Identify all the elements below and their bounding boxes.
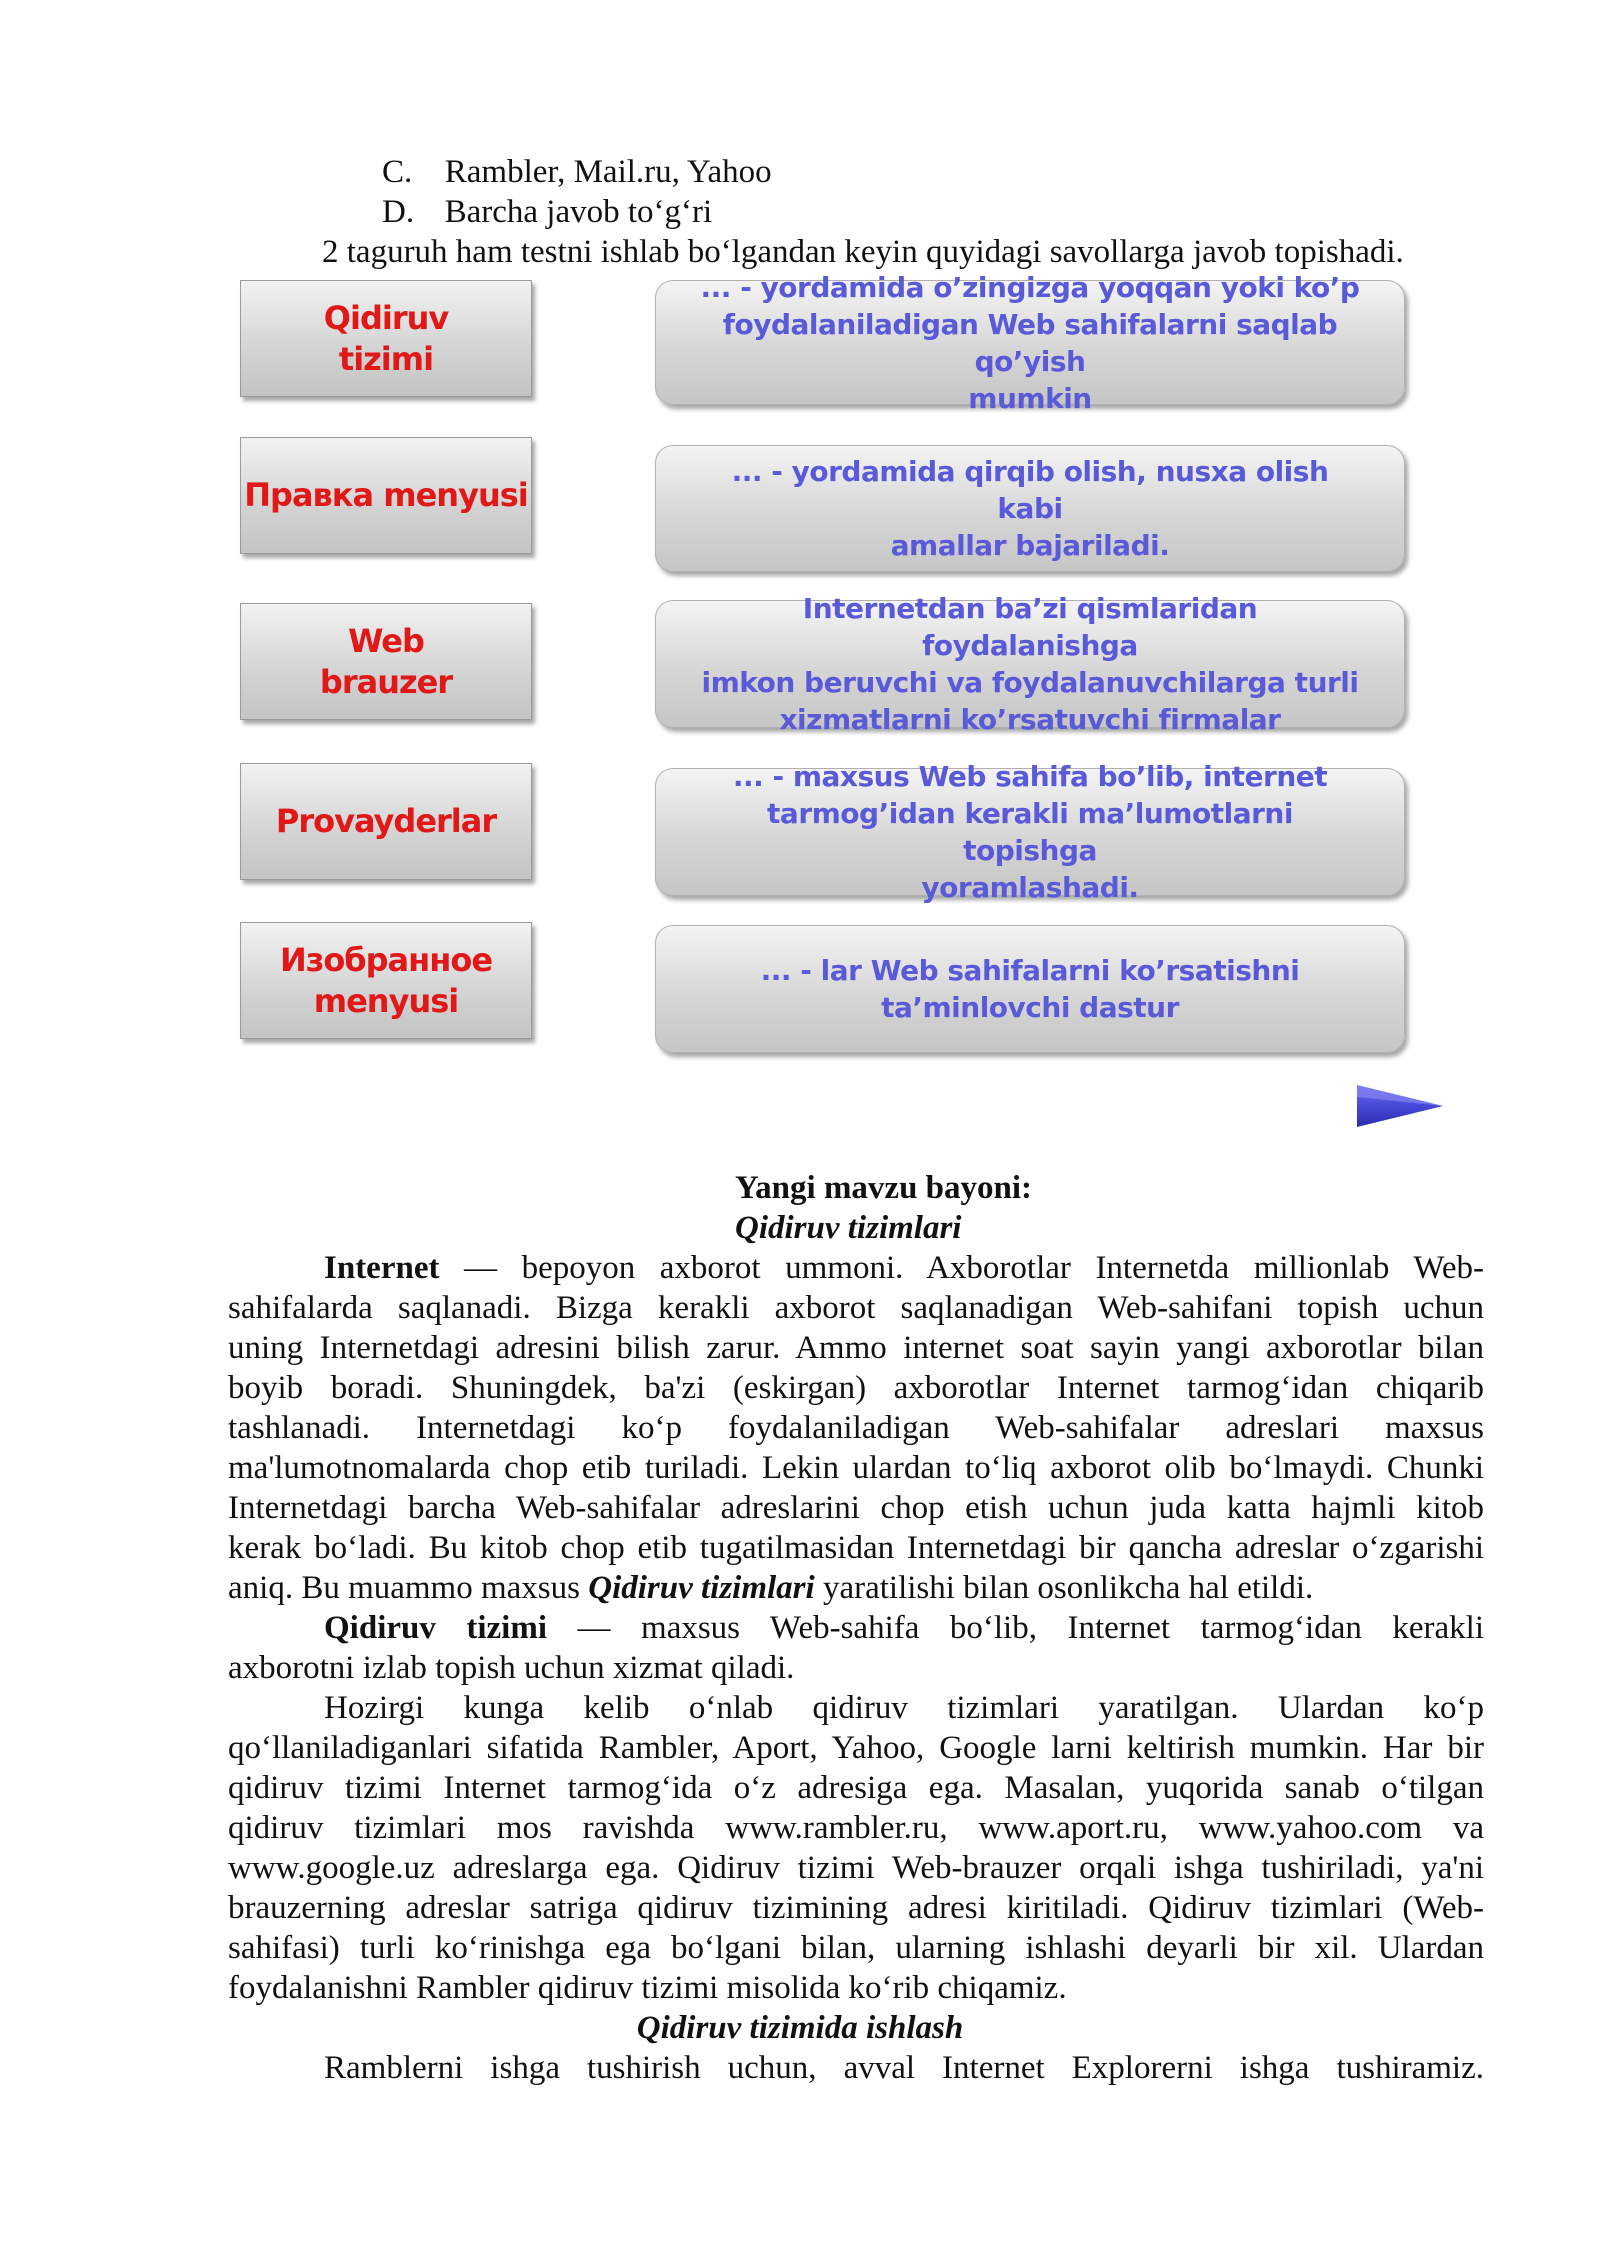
term-line: menyusi xyxy=(313,981,459,1020)
paragraph-line: www.google.uz adreslarga ega. Qidiruv tizimi Web-brauzer orqali ishga tushiriladi, ya'ni xyxy=(228,1850,1484,1886)
bold-term: Internet xyxy=(324,1250,440,1286)
paragraph-line xyxy=(228,1608,1484,1648)
paragraph-hozirgi xyxy=(228,1688,1484,2008)
definition-line: amallar bajariladi. xyxy=(890,529,1170,562)
paragraph-line: ma'lumotnomalarda chop etib turiladi. Lekin ulardan to‘liq axborot olib bo‘lmaydi. Chunki xyxy=(228,1450,1484,1486)
paragraph-line: axborotni izlab topish uchun xizmat qiladi. xyxy=(228,1650,795,1686)
term-line: Provayderlar xyxy=(275,802,497,840)
bold-term: Qidiruv tizimi xyxy=(324,1610,547,1646)
term-box-pravka-menyusi[interactable] xyxy=(240,437,532,554)
paragraph-line: boyib boradi. Shuningdek, ba'zi (eskirgan) axborotlar Internet tarmog‘idan chiqarib xyxy=(228,1370,1484,1406)
definition-line: yoramlashadi. xyxy=(921,871,1139,904)
option-d xyxy=(382,192,712,232)
option-text: Rambler, Mail.ru, Yahoo xyxy=(444,154,772,190)
paragraph-line: qidiruv tizimlari mos ravishda www.rambler.ru, www.aport.ru, www.yahoo.com va xyxy=(228,1810,1484,1846)
paragraph-rambler xyxy=(228,2048,1484,2088)
paragraph-line: foydalanishni Rambler qidiruv tizimi misolida ko‘rib chiqamiz. xyxy=(228,1970,1067,2006)
line-text: — maxsus Web-sahifa bo‘lib, Internet tarmog‘idan kerakli xyxy=(547,1610,1484,1646)
definition-line: ... - lar Web sahifalarni ko’rsatishni xyxy=(760,954,1300,987)
paragraph-line xyxy=(228,1248,1484,1288)
line-text: — bepoyon axborot ummoni. Axborotlar Internetda millionlab Web- xyxy=(439,1250,1484,1286)
term-line: brauzer xyxy=(319,662,453,701)
paragraph-line: sahifasi) turli ko‘rinishga ega bo‘lgani bilan, ularning ishlashi deyarli bir xil. Ulardan xyxy=(228,1930,1484,1966)
definition-line: Internetdan ba’zi qismlaridan foydalanishga xyxy=(802,592,1258,662)
paragraph-line: Hozirgi kunga kelib o‘nlab qidiruv tizimlari yaratilgan. Ulardan ko‘p xyxy=(324,1690,1484,1726)
term-line: Web xyxy=(348,621,424,660)
paragraph-line: brauzerning adreslar satriga qidiruv tizimining adresi kiritiladi. Qidiruv tizimlari (Web- xyxy=(228,1890,1484,1926)
term-line: Qidiruv xyxy=(323,298,449,337)
option-letter: D. xyxy=(382,194,415,230)
term-box-web-brauzer[interactable] xyxy=(240,603,532,720)
term-line: Изобранное xyxy=(279,940,493,979)
section-heading: Yangi mavzu bayoni: xyxy=(735,1170,1033,1206)
option-letter: C. xyxy=(382,154,413,190)
definition-line: tarmog’idan kerakli ma’lumotlarni topishga xyxy=(767,797,1293,867)
definition-box-1[interactable] xyxy=(655,270,1405,415)
line-text: yaratilishi bilan osonlikcha hal etildi. xyxy=(814,1570,1314,1606)
paragraph-qidiruv-tizimi xyxy=(228,1608,1484,1688)
option-c xyxy=(382,152,772,192)
paragraph-line: Internetdagi barcha Web-sahifalar adreslarini chop etish uchun juda katta hajmli kitob xyxy=(228,1490,1484,1526)
paragraph-line: tashlanadi. Internetdagi ko‘p foydalaniladigan Web-sahifalar adreslari maxsus xyxy=(228,1410,1484,1446)
definition-line: ta’minlovchi dastur xyxy=(881,991,1179,1024)
definition-line: ... - yordamida qirqib olish, nusxa olish kabi xyxy=(731,455,1329,525)
definition-line: xizmatlarni ko’rsatuvchi firmalar xyxy=(779,703,1281,736)
definition-line: mumkin xyxy=(968,381,1092,415)
paragraph-line: qidiruv tizimi Internet tarmog‘ida o‘z adresiga ega. Masalan, yuqorida sanab o‘tilgan xyxy=(228,1770,1484,1806)
paragraph-line: Ramblerni ishga tushirish uchun, avval Internet Explorerni ishga tushiramiz. xyxy=(324,2050,1484,2086)
section-subheading: Qidiruv tizimlari xyxy=(735,1210,962,1246)
definition-box-2[interactable] xyxy=(655,445,1405,572)
emphasis-term: Qidiruv tizimlari xyxy=(588,1570,815,1606)
definition-line: foydalaniladigan Web sahifalarni saqlab qo’yish xyxy=(722,307,1338,378)
paragraph-line: kerak bo‘ladi. Bu kitob chop etib tugatilmasidan Internetdagi bir qancha adreslar o‘zgarishi xyxy=(228,1530,1484,1566)
term-box-qidiruv-tizimi[interactable] xyxy=(240,280,532,397)
definition-line: ... - maxsus Web sahifa bo’lib, internet xyxy=(732,760,1328,793)
definition-line: imkon beruvchi va foydalanuvchilarga turli xyxy=(701,666,1359,699)
paragraph-line: uning Internetdagi adresini bilish zarur. Ammo internet soat sayin yangi axborotlar bilan xyxy=(228,1330,1484,1366)
option-text: Barcha javob to‘g‘ri xyxy=(444,194,713,230)
line-text: aniq. Bu muammo maxsus xyxy=(228,1570,589,1606)
paragraph-internet xyxy=(228,1248,1484,1608)
intro-line: 2 taguruh ham testni ishlab bo‘lgandan keyin quyidagi savollarga javob topishadi. xyxy=(322,234,1404,270)
term-line: Правка menyusi xyxy=(244,476,528,514)
definition-box-5[interactable] xyxy=(655,925,1405,1053)
subheading-qidiruv-ishlash: Qidiruv tizimida ishlash xyxy=(636,2010,964,2046)
term-box-provayderlar[interactable] xyxy=(240,763,532,880)
term-line: tizimi xyxy=(338,339,434,378)
next-arrow-icon[interactable] xyxy=(1355,1083,1445,1129)
definition-box-3[interactable] xyxy=(655,592,1405,736)
definition-box-4[interactable] xyxy=(655,760,1405,904)
paragraph-line: qo‘llaniladiganlari sifatida Rambler, Aport, Yahoo, Google larni keltirish mumkin. Har bir xyxy=(228,1730,1484,1766)
definition-line: ... - yordamida o’zingizga yoqqan yoki ko’p xyxy=(700,270,1360,304)
term-box-izobrannoe-menyusi[interactable] xyxy=(240,922,532,1039)
paragraph-line: sahifalarda saqlanadi. Bizga kerakli axborot saqlanadigan Web-sahifani topish uchun xyxy=(228,1290,1484,1326)
paragraph-line xyxy=(228,1568,1484,1608)
